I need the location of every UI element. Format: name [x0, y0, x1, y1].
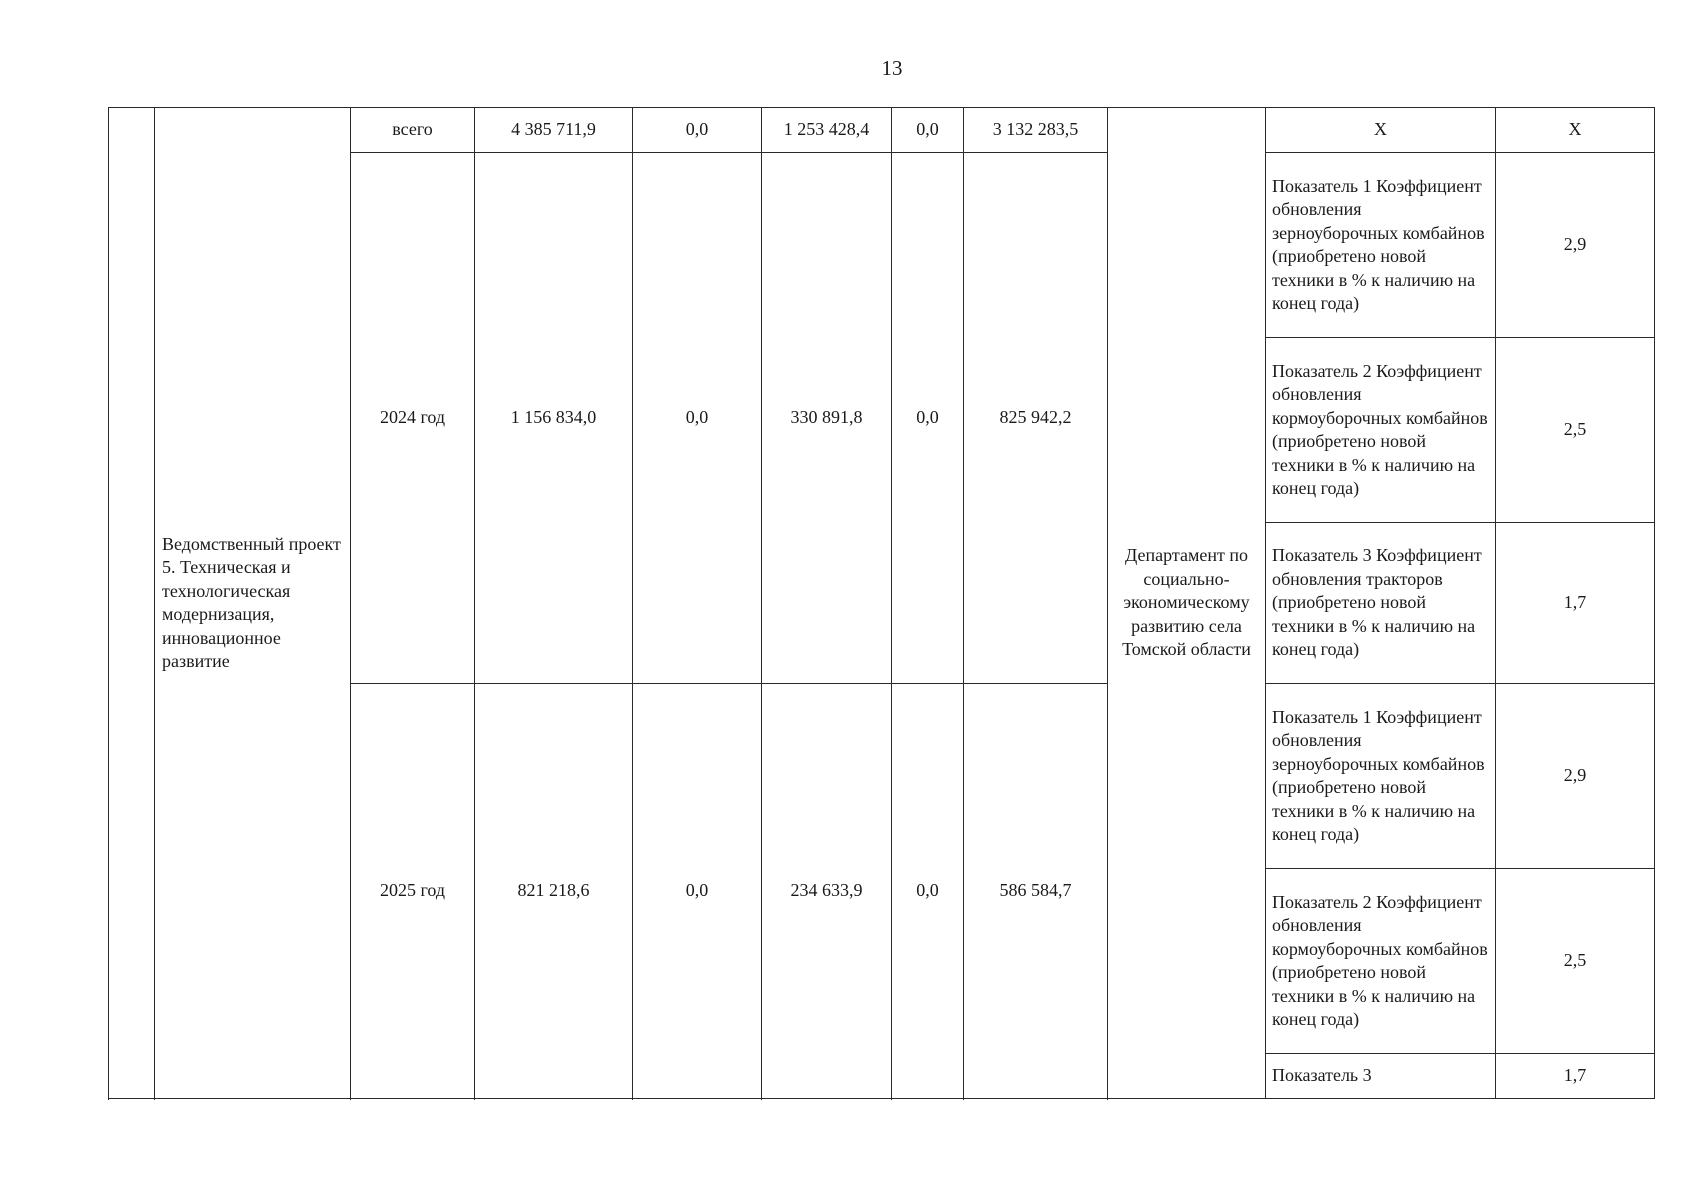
indicator-value-cell: 1,7 [1496, 523, 1655, 684]
amount-federal-cell: 0,0 [633, 153, 762, 684]
indicator-cell: Показатель 1 Коэффициент обновления зерноуборочных комбайнов (приобретено новой техники в % к наличию на конец года) [1266, 684, 1496, 869]
amount-regional-cell: 234 633,9 [762, 684, 892, 1099]
table-row-total [109, 108, 1655, 153]
amount-total-cell: 821 218,6 [475, 684, 633, 1099]
amount-total-cell: 4 385 711,9 [475, 108, 633, 153]
amount-local-cell: 0,0 [892, 108, 964, 153]
indicator-value-cell: 2,5 [1496, 338, 1655, 523]
project-name-cell: Ведомственный проект 5. Техническая и технологическая модернизация, инновационное развитие [155, 108, 351, 1099]
period-cell: 2025 год [351, 684, 475, 1099]
indicator-value-cell: 1,7 [1496, 1054, 1655, 1099]
amount-other-cell: 586 584,7 [964, 684, 1108, 1099]
indicator-value-cell: 2,9 [1496, 684, 1655, 869]
amount-total-cell: 1 156 834,0 [475, 153, 633, 684]
page-number: 13 [881, 56, 903, 80]
indicator-value-cell: 2,9 [1496, 153, 1655, 338]
number-cell [109, 108, 155, 1099]
amount-local-cell: 0,0 [892, 684, 964, 1099]
indicator-cell: Х [1266, 108, 1496, 153]
indicator-cell: Показатель 2 Коэффициент обновления кормоуборочных комбайнов (приобретено новой техники в % к наличию на конец года) [1266, 338, 1496, 523]
budget-table [108, 107, 1655, 1099]
period-cell: 2024 год [351, 153, 475, 684]
amount-federal-cell: 0,0 [633, 684, 762, 1099]
amount-federal-cell: 0,0 [633, 108, 762, 153]
department-cell: Департамент по социально-экономическому развитию села Томской области [1108, 108, 1266, 1099]
amount-regional-cell: 1 253 428,4 [762, 108, 892, 153]
indicator-value-cell: 2,5 [1496, 869, 1655, 1054]
amount-regional-cell: 330 891,8 [762, 153, 892, 684]
indicator-cell: Показатель 3 Коэффициент обновления тракторов (приобретено новой техники в % к наличию на конец года) [1266, 523, 1496, 684]
indicator-cell: Показатель 1 Коэффициент обновления зерноуборочных комбайнов (приобретено новой техники в % к наличию на конец года) [1266, 153, 1496, 338]
amount-other-cell: 825 942,2 [964, 153, 1108, 684]
indicator-cell: Показатель 2 Коэффициент обновления кормоуборочных комбайнов (приобретено новой техники в % к наличию на конец года) [1266, 869, 1496, 1054]
period-cell: всего [351, 108, 475, 153]
amount-other-cell: 3 132 283,5 [964, 108, 1108, 153]
indicator-cell: Показатель 3 [1266, 1054, 1496, 1099]
amount-local-cell: 0,0 [892, 153, 964, 684]
indicator-value-cell: Х [1496, 108, 1655, 153]
